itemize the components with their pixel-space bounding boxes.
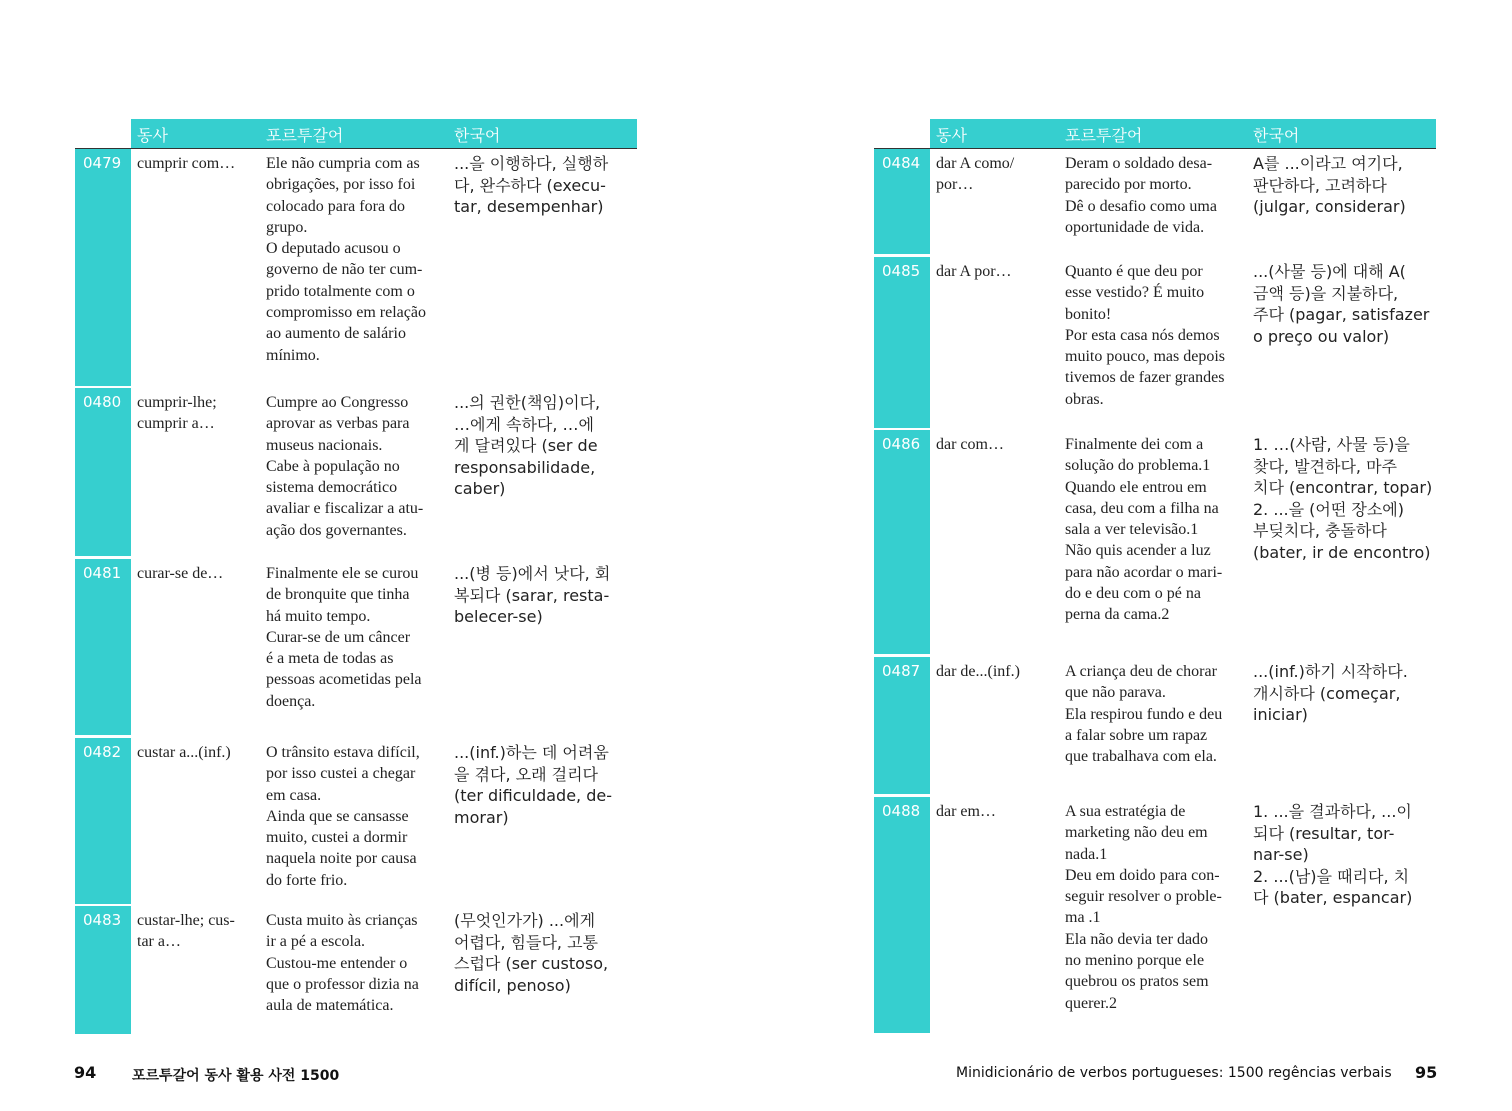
entry-verb: dar A como/ por… (936, 155, 1015, 194)
entry-0485 (756, 257, 1512, 428)
entry-number: 0486 (882, 435, 921, 453)
header-portuguese: 포르투갈어 (266, 126, 344, 145)
entry-number-cell (874, 430, 930, 654)
entry-number-cell (874, 149, 930, 254)
entry-0479 (0, 149, 756, 386)
header-korean: 한국어 (1253, 126, 1300, 145)
entry-0484 (756, 149, 1512, 254)
entry-verb: dar A por… (936, 263, 1012, 280)
entry-korean-meaning: ...(inf.)하기 시작하다. 개시하다 (começar, iniciar) (1253, 662, 1408, 725)
entry-number: 0484 (882, 154, 921, 172)
entry-korean-meaning: A를 ...이라고 여기다, 판단하다, 고려하다 (julgar, considerar) (1253, 154, 1406, 217)
page-number: 95 (1415, 1063, 1438, 1082)
entry-verb: custar-lhe; cus- tar a… (137, 912, 235, 951)
page-number: 94 (74, 1063, 97, 1082)
entry-korean-meaning: ...(사물 등)에 대해 A( 금액 등)을 지불하다, 주다 (pagar, satisfazer o preço ou valor) (1253, 262, 1430, 346)
header-verb: 동사 (137, 126, 168, 145)
entry-0481 (0, 559, 756, 735)
entry-number: 0482 (83, 743, 122, 761)
entry-number-cell (874, 797, 930, 1033)
entry-number: 0488 (882, 802, 921, 820)
entry-korean-meaning: ...(inf.)하는 데 어려움 을 겪다, 오래 걸리다 (ter dificuldade, de- morar) (454, 743, 612, 827)
table-header (930, 119, 1436, 148)
header-korean: 한국어 (454, 126, 501, 145)
running-head: 포르투갈어 동사 활용 사전 1500 (132, 1068, 340, 1084)
entry-verb: dar em… (936, 803, 996, 820)
entry-0482 (0, 738, 756, 904)
right-page (756, 0, 1512, 1111)
entry-number: 0485 (882, 262, 921, 280)
table-header (131, 119, 637, 148)
entry-0488 (756, 797, 1512, 1033)
entry-verb: cumprir-lhe; cumprir a… (137, 394, 217, 433)
header-verb: 동사 (936, 126, 967, 145)
entry-number: 0480 (83, 393, 122, 411)
entry-portuguese-example: Cumpre ao Congresso aprovar as verbas para museus nacionais. Cabe à população no sistema democrático avaliar e fiscalizar a atu- ação dos governantes. (266, 394, 424, 539)
header-portuguese: 포르투갈어 (1065, 126, 1143, 145)
entry-number-cell (75, 559, 131, 735)
entry-verb: custar a...(inf.) (137, 744, 231, 761)
entry-0480 (0, 388, 756, 556)
entry-korean-meaning: ...을 이행하다, 실행하 다, 완수하다 (execu- tar, desempenhar) (454, 154, 609, 217)
entry-portuguese-example: Custa muito às crianças ir a pé a escola. Custou-me entender o que o professor dizia na aula de matemática. (266, 912, 419, 1015)
entry-verb: dar com… (936, 436, 1004, 453)
entry-0487 (756, 657, 1512, 794)
running-head: Minidicionário de verbos portugueses: 1500 regências verbais (956, 1065, 1392, 1081)
entry-number-cell (874, 657, 930, 794)
entry-number: 0481 (83, 564, 122, 582)
entry-0483 (0, 906, 756, 1034)
entry-number: 0483 (83, 911, 122, 929)
entry-number-cell (75, 738, 131, 904)
entry-korean-meaning: ...(병 등)에서 낫다, 회 복되다 (sarar, resta- belecer-se) (454, 564, 611, 627)
entry-portuguese-example: A criança deu de chorar que não parava. Ela respirou fundo e deu a falar sobre um rapaz que trabalhava com ela. (1065, 663, 1223, 766)
entry-portuguese-example: A sua estratégia de marketing não deu em nada.1 Deu em doido para con- seguir resolver o proble- ma .1 Ela não devia ter dado no menino porque ele quebrou os pratos sem querer.2 (1065, 803, 1222, 1012)
entry-portuguese-example: Finalmente ele se curou de bronquite que tinha há muito tempo. Curar-se de um câncer é a meta de todas as pessoas acometidas pela doença. (266, 565, 422, 710)
entry-korean-meaning: 1. …(사람, 사물 등)을 찾다, 발견하다, 마주 치다 (encontrar, topar) 2. ...을 (어떤 장소에) 부딪치다, 충돌하다 (bater, ir de encontro) (1253, 435, 1433, 562)
entry-0486 (756, 430, 1512, 654)
entry-portuguese-example: Deram o soldado desa- parecido por morto. Dê o desafio como uma oportunidade de vida. (1065, 155, 1217, 236)
entry-korean-meaning: ...의 권한(책임)이다, …에게 속하다, …에 게 달려있다 (ser de responsabilidade, caber) (454, 393, 601, 499)
entry-number-cell (75, 388, 131, 556)
entry-verb: curar-se de… (137, 565, 224, 582)
entry-verb: cumprir com… (137, 155, 236, 172)
entry-portuguese-example: Ele não cumpria com as obrigações, por isso foi colocado para fora do grupo. O deputado acusou o governo de não ter cum- prido totalmente com o compromisso em relação ao aumento de salário mínimo. (266, 155, 426, 364)
entry-number-cell (874, 257, 930, 428)
entry-number-cell (75, 149, 131, 386)
entry-korean-meaning: (무엇인가가) ...에게 어렵다, 힘들다, 고통 스럽다 (ser custoso, difícil, penoso) (454, 911, 609, 995)
entry-portuguese-example: O trânsito estava difícil, por isso custei a chegar em casa. Ainda que se cansasse muito, custei a dormir naquela noite por causa do forte frio. (266, 744, 420, 889)
entry-verb: dar de...(inf.) (936, 663, 1020, 680)
entry-korean-meaning: 1. ...을 결과하다, ...이 되다 (resultar, tor- nar-se) 2. ...(남)을 때리다, 치 다 (bater, espancar) (1253, 802, 1413, 908)
entry-portuguese-example: Quanto é que deu por esse vestido? É muito bonito! Por esta casa nós demos muito pouco, mas depois tivemos de fazer grandes obras. (1065, 263, 1225, 408)
entry-number-cell (75, 906, 131, 1034)
entry-number: 0487 (882, 662, 921, 680)
entry-portuguese-example: Finalmente dei com a solução do problema.1 Quando ele entrou em casa, deu com a filha na sala a ver televisão.1 Não quis acender a luz para não acordar o mari- do e deu com o pé na perna da cama.2 (1065, 436, 1223, 624)
entry-number: 0479 (83, 154, 122, 172)
